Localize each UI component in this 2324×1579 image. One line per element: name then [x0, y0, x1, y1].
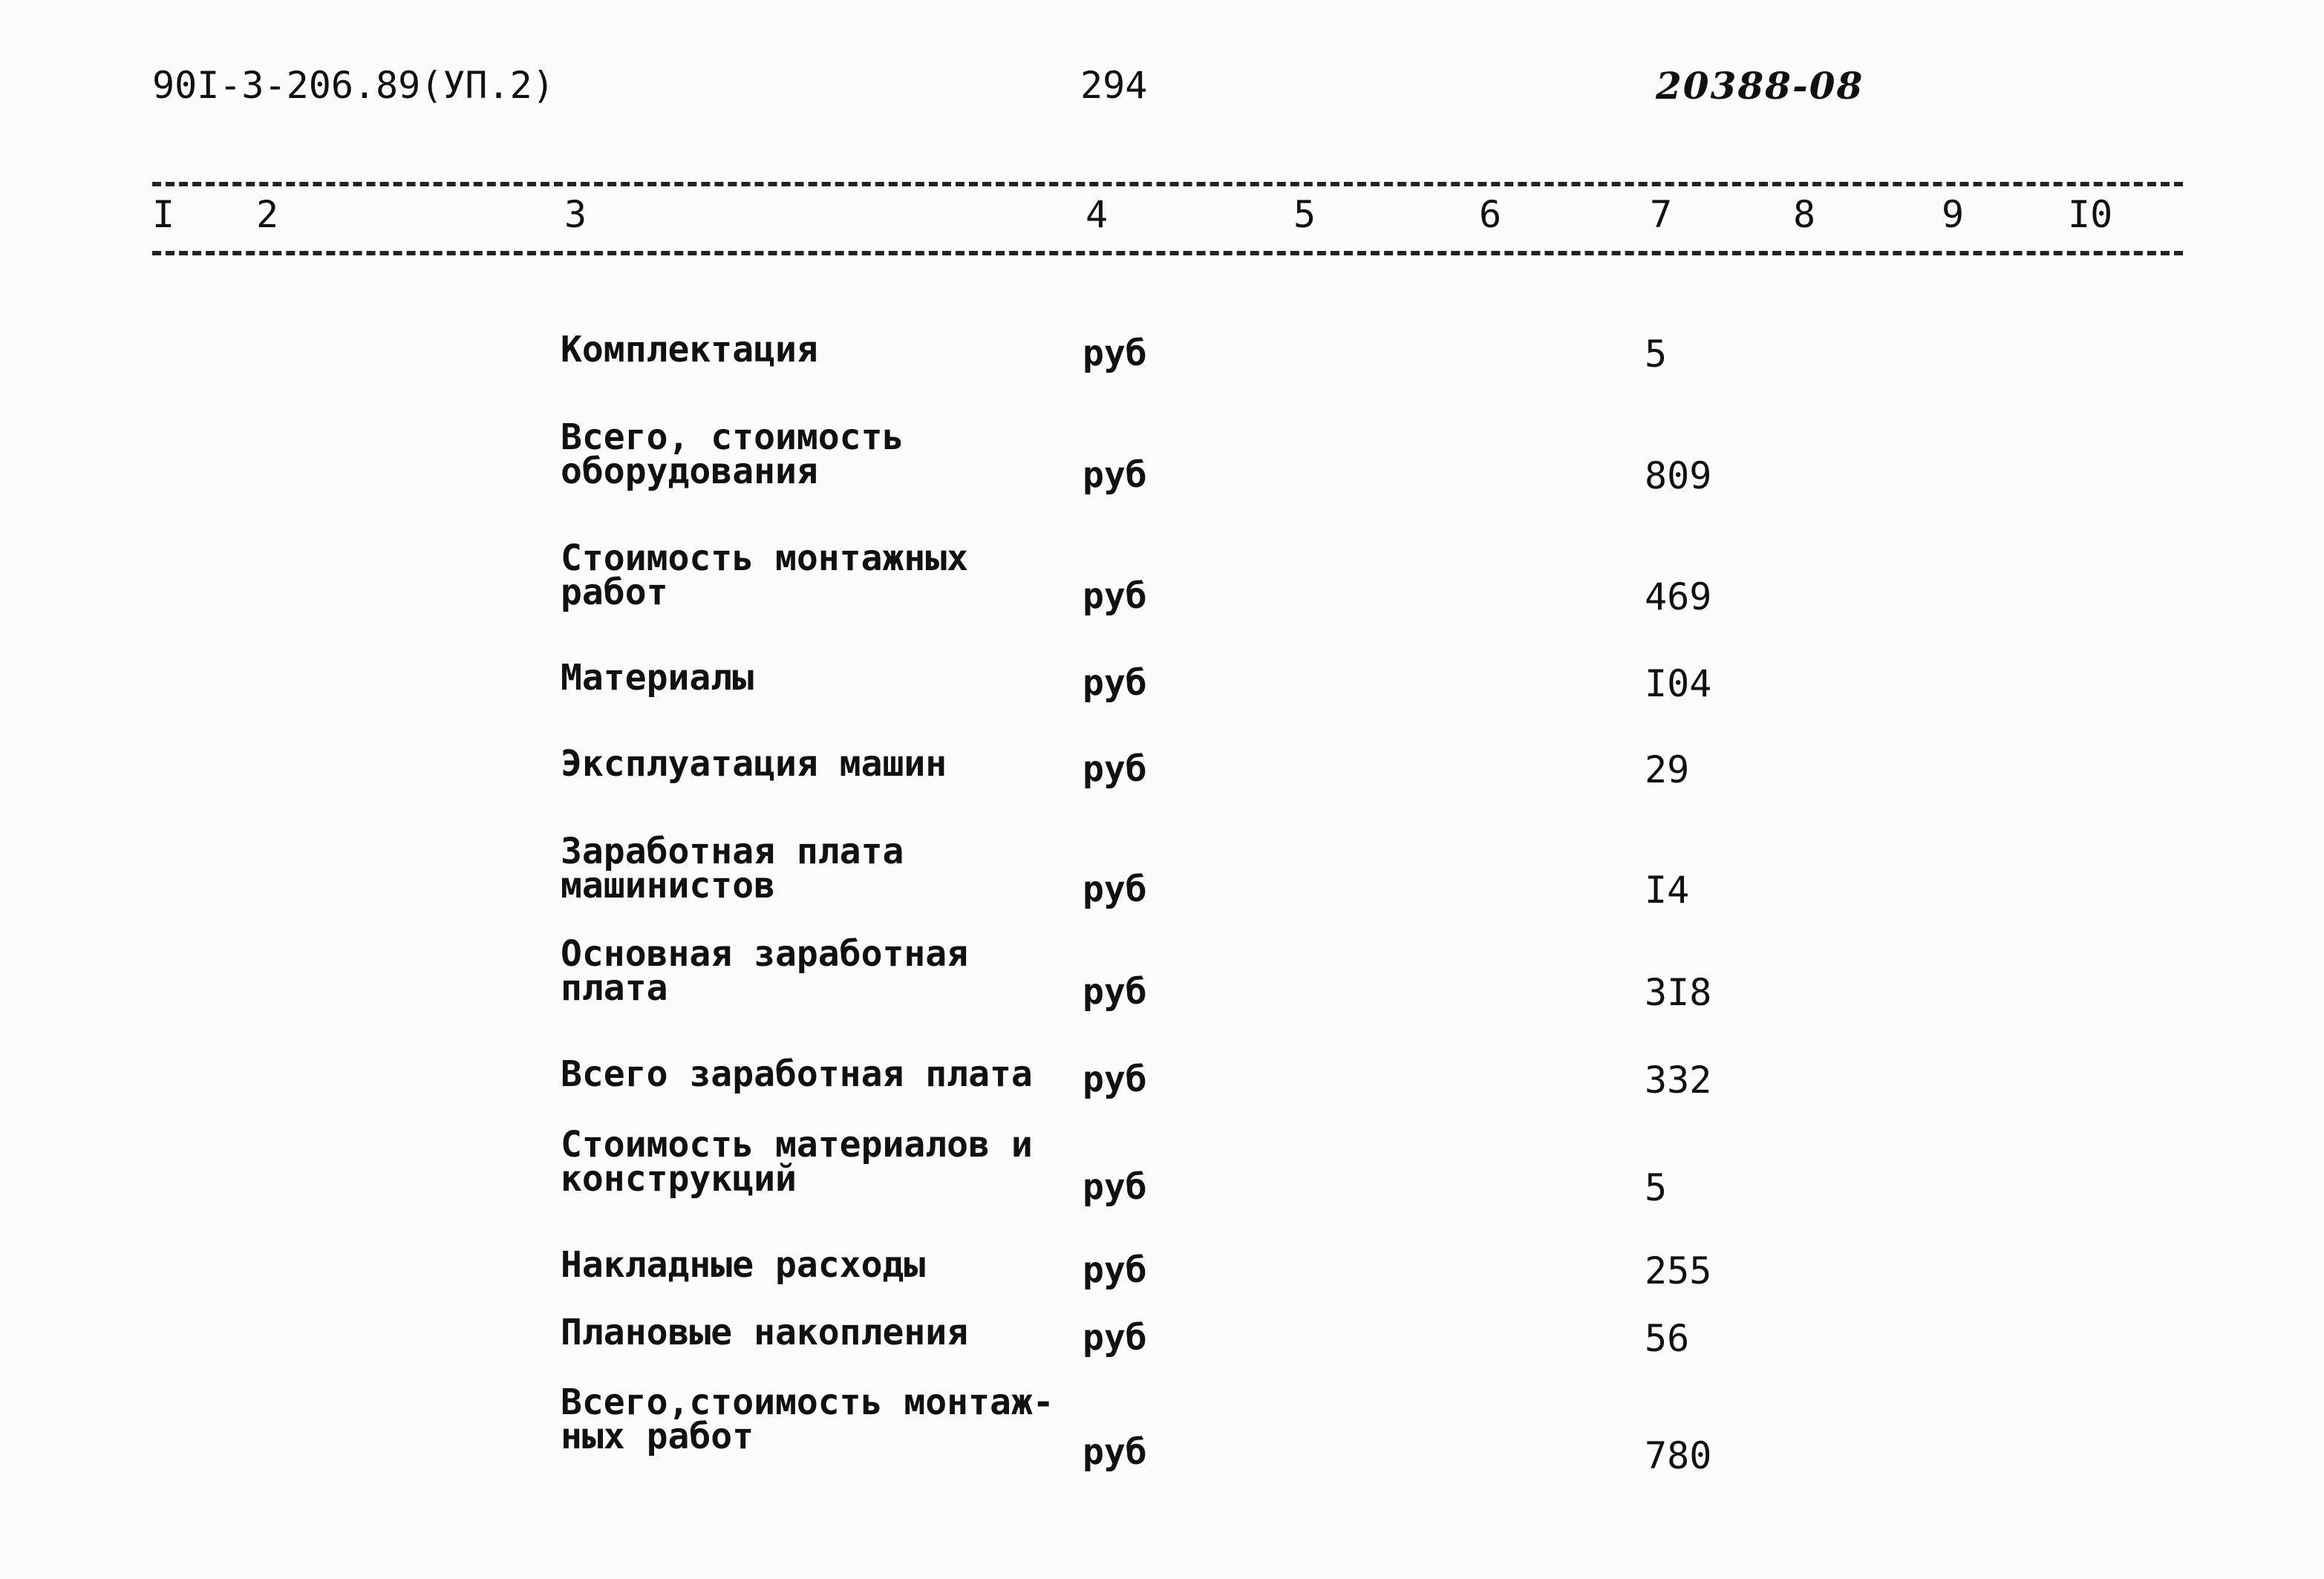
column-number-6: 6: [1479, 193, 1502, 236]
row-value: 780: [1645, 1434, 1712, 1477]
row-unit: руб: [1083, 1059, 1147, 1100]
row-unit: руб: [1083, 575, 1147, 617]
row-name: Стоимость материалов и конструкций: [561, 1124, 1033, 1200]
column-number-9: 9: [1942, 193, 1965, 236]
column-number-8: 8: [1793, 193, 1816, 236]
row-unit: руб: [1083, 748, 1147, 790]
row-name: Всего заработная плата: [561, 1053, 1033, 1095]
column-number-7: 7: [1650, 193, 1673, 236]
row-name: Стоимость монтажных работ: [561, 537, 969, 613]
row-name: Заработная плата машинистов: [561, 831, 904, 906]
row-name: Основная заработная плата: [561, 933, 969, 1009]
row-name: Всего, стоимость оборудования: [561, 416, 904, 492]
column-number-2: 2: [256, 193, 279, 236]
row-value: 56: [1645, 1317, 1690, 1360]
row-value: 5: [1645, 1166, 1668, 1209]
column-number-1: I: [152, 193, 175, 236]
row-unit: руб: [1083, 333, 1147, 374]
row-name: Комплектация: [561, 329, 818, 370]
row-unit: руб: [1083, 971, 1147, 1013]
row-value: 29: [1645, 748, 1690, 791]
row-unit: руб: [1083, 1317, 1147, 1359]
document-code: 90I-3-206.89(УП.2): [152, 64, 555, 107]
page-number: 294: [1080, 64, 1148, 107]
header-bottom-rule: [152, 251, 2183, 255]
row-unit: руб: [1083, 454, 1147, 496]
row-name: Всего,стоимость монтаж- ных работ: [561, 1382, 1054, 1457]
row-value: I4: [1645, 869, 1690, 912]
row-value: 332: [1645, 1059, 1712, 1102]
row-name: Накладные расходы: [561, 1244, 926, 1286]
row-value: 255: [1645, 1249, 1712, 1292]
row-name: Материалы: [561, 657, 754, 699]
row-unit: руб: [1083, 662, 1147, 704]
row-unit: руб: [1083, 1431, 1147, 1473]
header-top-rule: [152, 182, 2183, 186]
row-value: 5: [1645, 333, 1668, 376]
row-unit: руб: [1083, 869, 1147, 910]
column-number-4: 4: [1086, 193, 1109, 236]
row-value: 3I8: [1645, 971, 1712, 1014]
row-value: 469: [1645, 575, 1712, 618]
column-number-3: 3: [564, 193, 587, 236]
row-unit: руб: [1083, 1166, 1147, 1208]
column-number-10: I0: [2068, 193, 2113, 236]
handwritten-stamp: 20388-08: [1656, 64, 1864, 108]
column-number-5: 5: [1293, 193, 1316, 236]
row-value: I04: [1645, 662, 1712, 705]
row-name: Эксплуатация машин: [561, 743, 947, 785]
row-name: Плановые накопления: [561, 1312, 969, 1353]
row-unit: руб: [1083, 1249, 1147, 1291]
row-value: 809: [1645, 454, 1712, 497]
